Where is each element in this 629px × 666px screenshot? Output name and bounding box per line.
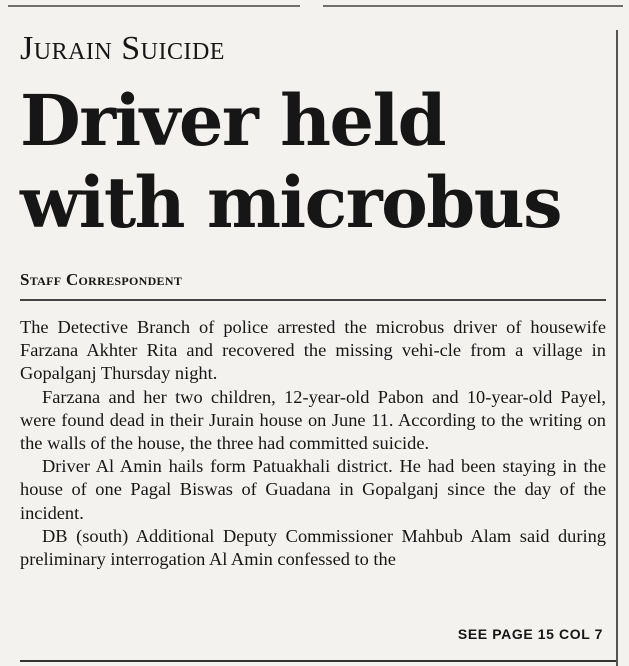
kicker: Jurain Suicide	[20, 30, 225, 67]
headline-line-2: with microbus	[20, 161, 562, 244]
paragraph: Farzana and her two children, 12-year-old Pabon and 10-year-old Payel, were found dead in their Jurain house on June 11. According to the writing on the walls of the house, the three had committed suicide.	[20, 386, 606, 454]
jump-line: SEE PAGE 15 COL 7	[457, 626, 603, 642]
headline	[20, 80, 612, 244]
paragraph: The Detective Branch of police arrested the microbus driver of housewife Farzana Akhter Rita and recovered the missing vehi-cle from a village in Gopalganj Thursday night.	[20, 317, 606, 384]
paragraph: DB (south) Additional Deputy Commissioner Mahbub Alam said during preliminary interrogation Al Amin confessed to the	[20, 525, 606, 570]
headline-line-1: Driver held	[20, 79, 446, 162]
byline-rule	[20, 299, 606, 301]
column-divider	[616, 30, 618, 666]
byline: Staff Correspondent	[20, 270, 183, 289]
top-rule-right	[323, 5, 623, 7]
top-rule-left	[8, 5, 300, 7]
article-body	[20, 316, 606, 571]
paragraph: Driver Al Amin hails form Patuakhali district. He had been staying in the house of one Pagal Biswas of Guadana in Gopalganj since the day of the incident.	[20, 456, 606, 523]
bottom-rule	[20, 660, 616, 662]
